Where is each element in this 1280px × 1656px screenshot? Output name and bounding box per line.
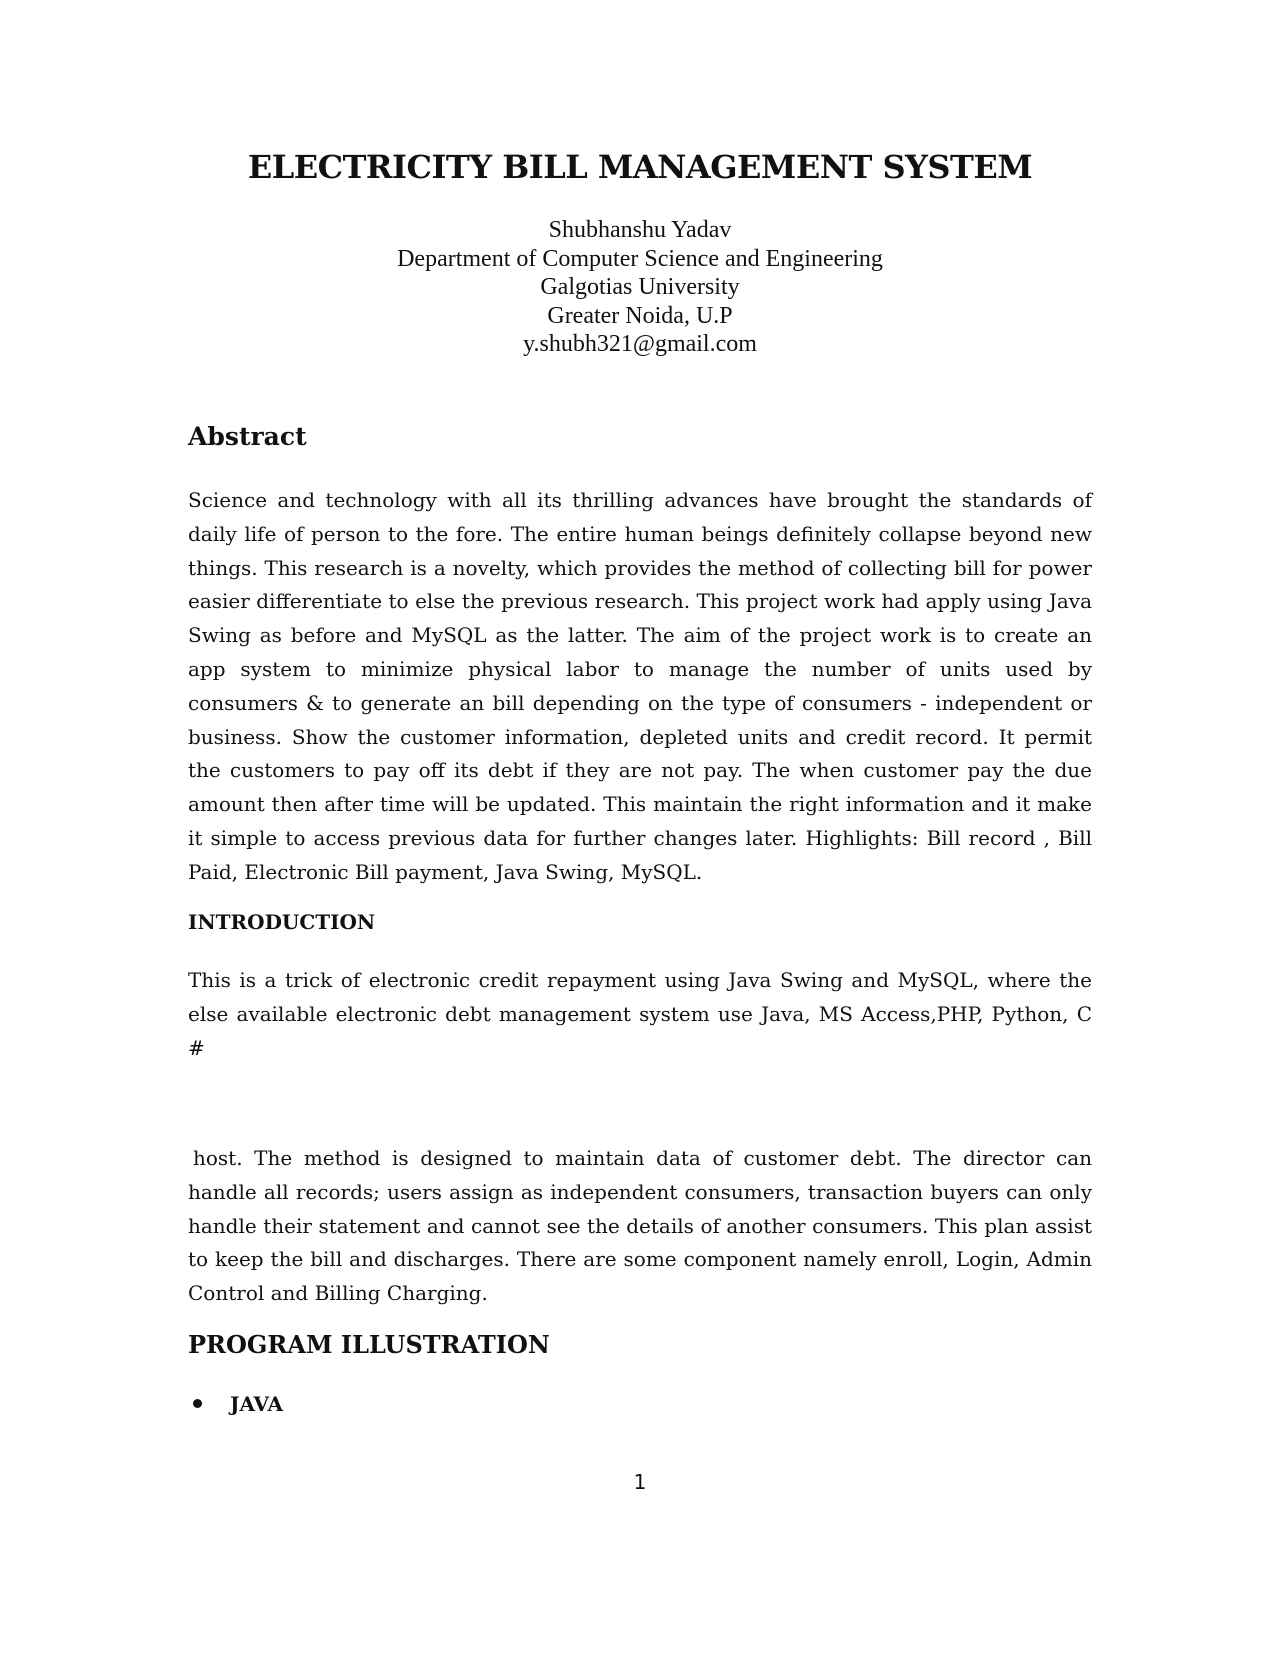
list-item-label: JAVA <box>230 1392 284 1416</box>
program-illustration-heading: PROGRAM ILLUSTRATION <box>188 1330 550 1359</box>
page-number: 1 <box>633 1470 647 1494</box>
introduction-heading: INTRODUCTION <box>188 910 376 934</box>
bullet-icon <box>193 1399 202 1408</box>
paper-title: ELECTRICITY BILL MANAGEMENT SYSTEM <box>247 148 1033 186</box>
author-name: Shubhanshu Yadav <box>548 217 732 243</box>
author-email: y.shubh321@gmail.com <box>523 331 757 357</box>
abstract-text: Science and technology with all its thrilling advances have brought the standards of daily life of person to the fore. The entire human beings definitely collapse beyond new things. This research is a novelty, which provides the method of collecting bill for power easier differentiate to else the previous research. This project work had apply using Java Swing as before and MySQL as the latter. The aim of the project work is to create an app system to minimize physical labor to manage the number of units used by consumers & to generate an bill depending on the type of consumers - independent or business. Show the customer information, depleted units and credit record. It permit the customers to pay off its debt if they are not pay. The when customer pay the due amount then after time will be updated. This maintain the right information and it make it simple to access previous data for further changes later. Highlights: Bill record , Bill Paid, Electronic Bill payment, Java Swing, MySQL. <box>188 488 1092 884</box>
introduction-continuation: host. The method is designed to maintain data of customer debt. The director can handle all records; users assign as independent consumers, transaction buyers can only handle their statement and cannot see the details of another consumers. This plan assist to keep the bill and discharges. There are some component namely enroll, Login, Admin Control and Billing Charging. <box>188 1146 1092 1306</box>
author-department: Department of Computer Science and Engineering <box>397 245 883 272</box>
introduction-text: This is a trick of electronic credit repayment using Java Swing and MySQL, where the else available electronic debt management system use Java, MS Access,PHP, Python, C # <box>188 968 1092 1060</box>
list-item <box>188 1392 283 1416</box>
author-block <box>0 216 1280 359</box>
author-university: Galgotias University <box>540 274 740 300</box>
author-location: Greater Noida, U.P <box>547 302 733 329</box>
abstract-heading: Abstract <box>188 422 307 451</box>
program-illustration-list <box>188 1392 283 1416</box>
